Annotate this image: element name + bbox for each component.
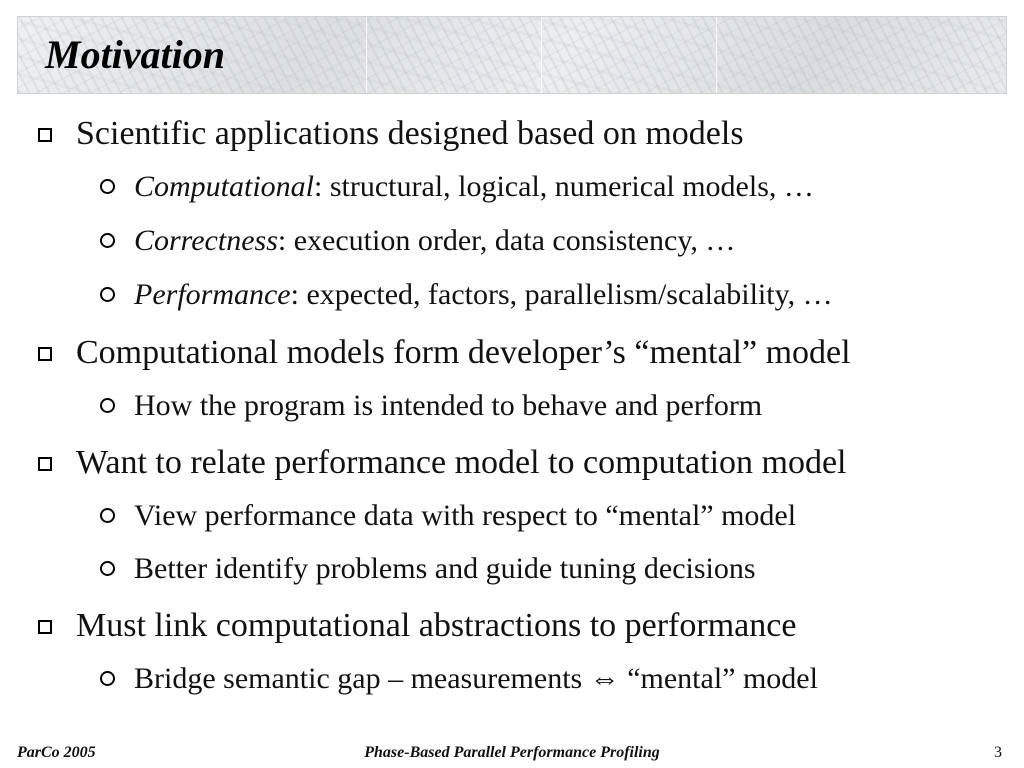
title-banner-seam [716,17,717,93]
circle-bullet-icon [100,398,115,413]
sub-bullet-item: Computational: structural, logical, numerical models, … [100,172,814,202]
slide-title: Motivation [45,32,226,77]
bullet-item: Must link computational abstractions to performance [38,609,796,643]
bullet-item: Computational models form developer’s “mental” model [38,336,851,370]
circle-bullet-icon [100,561,115,576]
footer-conference: ParCo 2005 [17,744,96,761]
sub-bullet-item: Performance: expected, factors, parallelism/scalability, … [100,280,833,310]
sub-bullet-item: How the program is intended to behave and perform [100,391,762,421]
footer-presentation-title: Phase-Based Parallel Performance Profiling [364,744,660,761]
sub-bullet-item: View performance data with respect to “mental” model [100,501,796,531]
square-bullet-icon [38,347,52,361]
title-banner-seam [541,17,542,93]
square-bullet-icon [38,620,52,634]
double-arrow-icon: ⇔ [589,662,620,695]
circle-bullet-icon [100,508,115,523]
square-bullet-icon [38,457,52,471]
title-banner-seam [366,17,367,93]
circle-bullet-icon [100,179,115,194]
circle-bullet-icon [100,233,115,248]
bullet-item: Want to relate performance model to computation model [38,446,847,480]
title-banner [17,16,1007,94]
circle-bullet-icon [100,671,115,686]
page-number: 3 [994,744,1002,761]
sub-bullet-item: Better identify problems and guide tuning decisions [100,554,756,584]
bullet-item: Scientific applications designed based on models [38,117,744,151]
circle-bullet-icon [100,287,115,302]
sub-bullet-item: Correctness: execution order, data consistency, … [100,226,735,256]
sub-bullet-item: Bridge semantic gap – measurements ⇔ “mental” model [100,664,818,694]
square-bullet-icon [38,128,52,142]
